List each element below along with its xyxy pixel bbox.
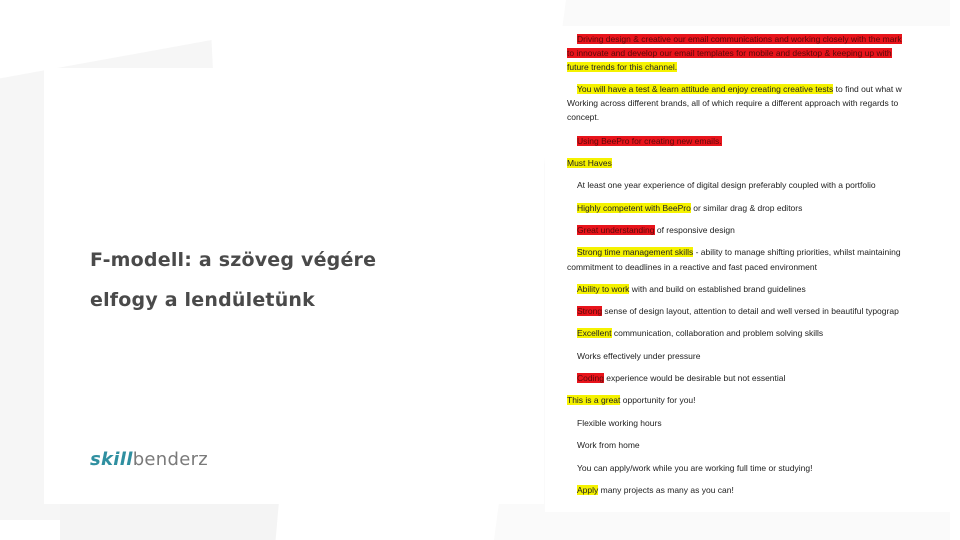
list-item: Flexible working hours — [577, 418, 662, 428]
highlight-yellow: Strong time management skills — [577, 247, 694, 257]
highlight-yellow: Excellent — [577, 328, 612, 338]
list-item: At least one year experience of digital design preferably coupled with a portfolio — [577, 180, 876, 190]
doc-heading-opportunity — [567, 395, 696, 406]
highlight-yellow: This is a great — [567, 395, 621, 405]
doc-paragraph-1-line-2 — [567, 48, 892, 59]
doc-text: many projects as many as you can! — [598, 485, 734, 495]
list-item — [567, 225, 735, 236]
list-item — [567, 485, 734, 496]
list-item: Work from home — [577, 440, 640, 450]
list-item: Works effectively under pressure — [577, 351, 701, 361]
highlight-yellow: Highly competent with BeePro — [577, 203, 691, 213]
highlight-red: Great understanding — [577, 225, 655, 235]
highlight-red: Driving design & creative our email communications — [577, 34, 773, 44]
doc-paragraph-2 — [567, 84, 902, 95]
document-screenshot — [545, 26, 960, 512]
list-item — [567, 328, 823, 339]
list-item — [567, 284, 806, 295]
doc-text: experience would be desirable but not essential — [603, 373, 786, 383]
doc-text: with and build on established brand guidelines — [629, 284, 806, 294]
skillbenderz-logo — [90, 446, 208, 472]
list-item — [567, 247, 901, 258]
highlight-red: Coding — [577, 373, 604, 383]
slide-title-line-2: elfogy a lendületünk — [90, 289, 315, 311]
doc-paragraph-2-line-3: concept. — [567, 112, 600, 122]
doc-paragraph-1-line-3 — [567, 62, 677, 73]
highlight-yellow: future trends for this channel. — [567, 62, 678, 72]
highlight-yellow: Ability to work — [577, 284, 630, 294]
list-item-line-2: commitment to deadlines in a reactive and fast paced environment — [567, 262, 817, 272]
doc-text: to find out what w — [833, 84, 902, 94]
doc-text: - ability to manage shifting priorities, whilst maintaining — [693, 247, 901, 257]
doc-text: of responsive design — [654, 225, 735, 235]
list-item — [567, 203, 802, 214]
highlight-red: Using BeePro for creating new emails. — [577, 136, 722, 146]
slide-title — [90, 240, 430, 320]
highlight-yellow: You will have a test & learn attitude and enjoy creating creative tests — [577, 84, 834, 94]
doc-paragraph-3 — [567, 136, 722, 147]
doc-heading-must-haves — [567, 158, 612, 169]
logo-wordmark: benderz — [132, 448, 209, 470]
doc-text: opportunity for you! — [620, 395, 696, 405]
highlight-red: to innovate and develop our email templates for mobile and desktop & keeping up with — [567, 48, 892, 58]
doc-paragraph-1 — [567, 34, 902, 45]
doc-paragraph-2-line-2: Working across different brands, all of which require a different approach with regards to — [567, 98, 899, 108]
doc-text: or similar drag & drop editors — [690, 203, 803, 213]
doc-text: communication, collaboration and problem solving skills — [611, 328, 824, 338]
highlight-red: and working closely with the mark — [772, 34, 902, 44]
highlight-yellow: Must Haves — [567, 158, 612, 168]
highlight-red: Strong — [577, 306, 603, 316]
highlight-yellow: Apply — [577, 485, 599, 495]
list-item — [567, 373, 785, 384]
doc-text: sense of design layout, attention to detail and well versed in beautiful typograp — [602, 306, 899, 316]
slide-title-line-1: F-modell: a szöveg végére — [90, 249, 377, 271]
list-item: You can apply/work while you are working full time or studying! — [577, 463, 813, 473]
list-item — [567, 306, 899, 317]
logo-mark: skill — [90, 448, 133, 470]
